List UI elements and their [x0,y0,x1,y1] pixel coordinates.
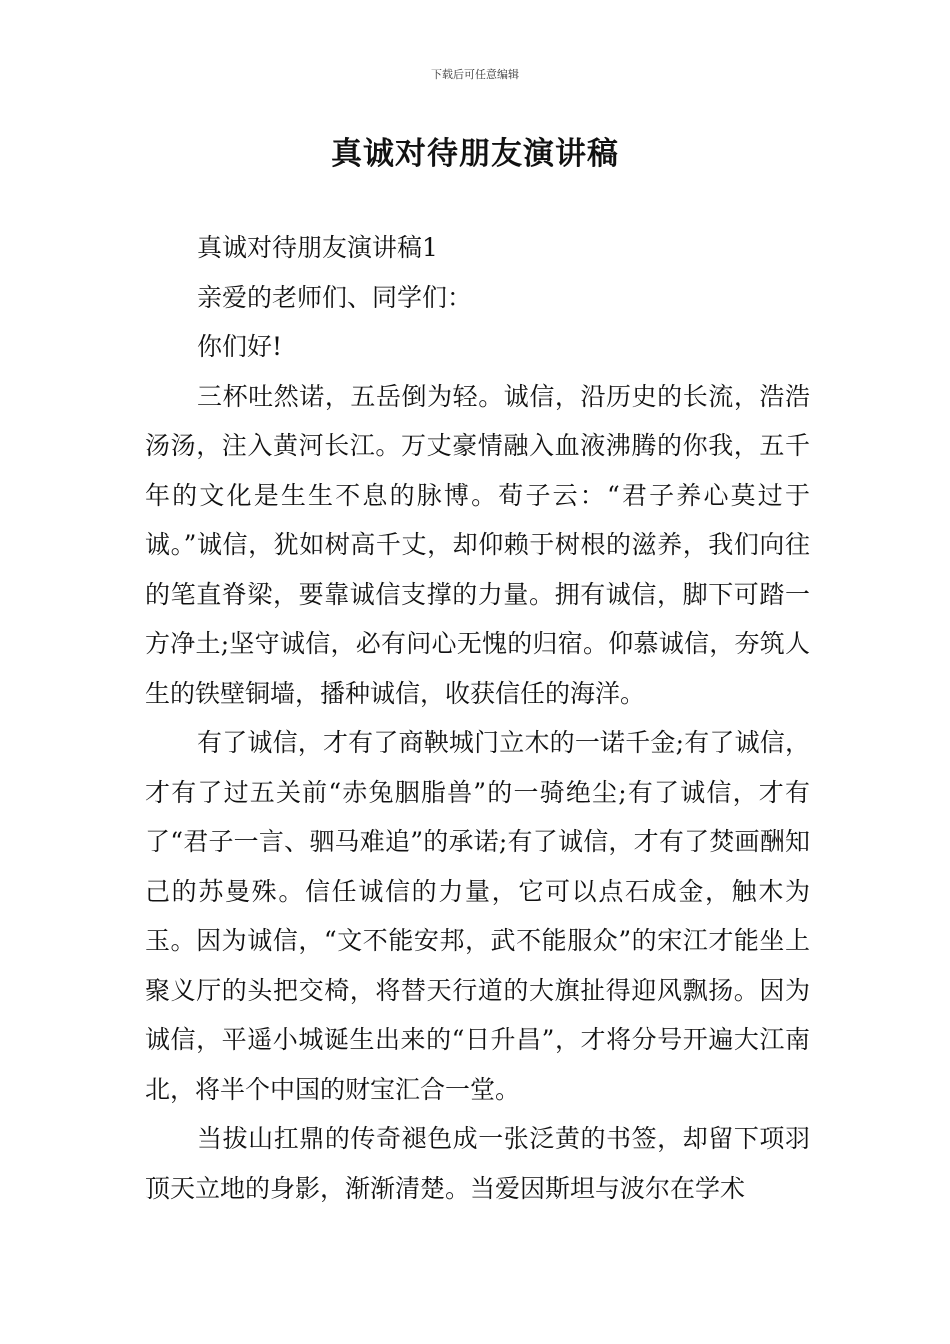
header-note: 下载后可任意编辑 [431,68,519,81]
body-paragraph: 三杯吐然诺，五岳倒为轻。诚信，沿历史的长流，浩浩汤汤，注入黄河长江。万丈豪情融入血液沸腾的你我，五千年的文化是生生不息的脉博。荀子云：“君子养心莫过于诚。”诚信，犹如树高千丈，却仰赖于树根的滋养，我们向往的笔直脊梁，要靠诚信支撑的力量。拥有诚信，脚下可踏一方净土;坚守诚信，必有问心无愧的归宿。仰慕诚信，夯筑人生的铁壁铜墙，播种诚信，收获信任的海洋。 [145,381,810,708]
document-body [145,223,810,1213]
greeting: 你们好! [197,332,283,361]
salutation: 亲爱的老师们、同学们： [197,282,473,312]
speech-heading: 真诚对待朋友演讲稿1 [197,233,438,262]
body-paragraph: 有了诚信，才有了商鞅城门立木的一诺千金;有了诚信，才有了过五关前“赤兔胭脂兽”的一骑绝尘;有了诚信，才有了“君子一言、驷马难追”的承诺;有了诚信，才有了焚画酬知己的苏曼殊。信任诚信的力量，它可以点石成金，触木为玉。因为诚信，“文不能安邦，武不能服众”的宋江才能坐上聚义厅的头把交椅，将替天行道的大旗扯得迎风飘扬。因为诚信，平遥小城诞生出来的“日升昌”，才将分号开遍大江南北，将半个中国的财宝汇合一堂。 [145,728,810,1104]
body-paragraph: 当拔山扛鼎的传奇褪色成一张泛黄的书签，却留下项羽顶天立地的身影，渐渐清楚。当爱因斯坦与波尔在学术 [145,1124,810,1203]
document-title: 真诚对待朋友演讲稿 [331,136,619,172]
